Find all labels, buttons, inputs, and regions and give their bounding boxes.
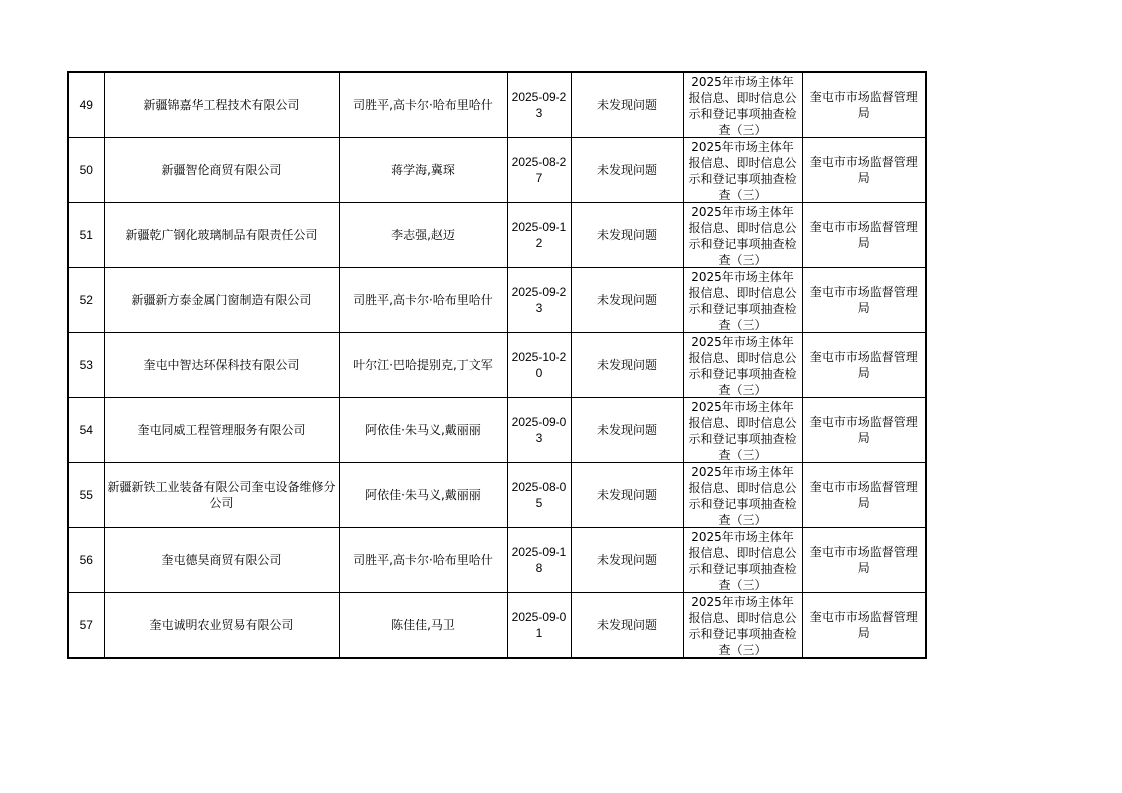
table-row — [68, 138, 926, 203]
inspecting-department: 奎屯市市场监督管理局 — [802, 398, 926, 463]
inspecting-department: 奎屯市市场监督管理局 — [802, 463, 926, 528]
inspection-result: 未发现问题 — [571, 268, 683, 333]
inspection-date: 2025-09-23 — [507, 268, 571, 333]
table-row — [68, 203, 926, 268]
inspection-task-text: 2025年市场主体年报信息、即时信息公示和登记事项抽查检查（三） — [688, 140, 797, 201]
inspecting-department: 奎屯市市场监督管理局 — [802, 333, 926, 398]
inspection-task-text: 2025年市场主体年报信息、即时信息公示和登记事项抽查检查（三） — [688, 335, 797, 396]
company-name: 新疆新铁工业装备有限公司奎屯设备维修分公司 — [104, 463, 339, 528]
table-row — [68, 333, 926, 398]
inspectors: 司胜平,高卡尔·哈布里哈什 — [339, 528, 507, 593]
row-number: 54 — [68, 398, 104, 463]
inspection-date: 2025-08-05 — [507, 463, 571, 528]
inspection-date: 2025-10-20 — [507, 333, 571, 398]
inspection-result: 未发现问题 — [571, 138, 683, 203]
inspectors: 阿依佳·朱马义,戴丽丽 — [339, 463, 507, 528]
row-number: 55 — [68, 463, 104, 528]
table-row — [68, 593, 926, 659]
inspection-task-text: 2025年市场主体年报信息、即时信息公示和登记事项抽查检查（三） — [688, 75, 797, 136]
table-row — [68, 528, 926, 593]
inspection-result: 未发现问题 — [571, 528, 683, 593]
inspecting-department: 奎屯市市场监督管理局 — [802, 528, 926, 593]
inspectors: 陈佳佳,马卫 — [339, 593, 507, 659]
inspection-result: 未发现问题 — [571, 333, 683, 398]
inspection-task — [683, 593, 802, 659]
inspection-task — [683, 138, 802, 203]
inspection-task — [683, 398, 802, 463]
company-name: 奎屯同威工程管理服务有限公司 — [104, 398, 339, 463]
company-name: 奎屯中智达环保科技有限公司 — [104, 333, 339, 398]
company-name: 新疆乾广钢化玻璃制品有限责任公司 — [104, 203, 339, 268]
company-name: 奎屯诚明农业贸易有限公司 — [104, 593, 339, 659]
inspection-results-table — [67, 71, 927, 659]
inspection-task — [683, 333, 802, 398]
row-number: 49 — [68, 72, 104, 138]
row-number: 57 — [68, 593, 104, 659]
company-name: 新疆新方泰金属门窗制造有限公司 — [104, 268, 339, 333]
inspection-task-text: 2025年市场主体年报信息、即时信息公示和登记事项抽查检查（三） — [688, 530, 797, 591]
inspectors: 叶尔江·巴哈提别克,丁文军 — [339, 333, 507, 398]
inspection-result: 未发现问题 — [571, 593, 683, 659]
inspectors: 司胜平,高卡尔·哈布里哈什 — [339, 268, 507, 333]
inspection-task-text: 2025年市场主体年报信息、即时信息公示和登记事项抽查检查（三） — [688, 205, 797, 266]
table-row — [68, 72, 926, 138]
inspection-date: 2025-09-18 — [507, 528, 571, 593]
table-row — [68, 268, 926, 333]
row-number: 52 — [68, 268, 104, 333]
inspection-task — [683, 72, 802, 138]
inspection-result: 未发现问题 — [571, 463, 683, 528]
row-number: 50 — [68, 138, 104, 203]
row-number: 51 — [68, 203, 104, 268]
inspection-date: 2025-09-23 — [507, 72, 571, 138]
inspection-date: 2025-09-03 — [507, 398, 571, 463]
table-row — [68, 398, 926, 463]
inspection-result: 未发现问题 — [571, 398, 683, 463]
inspecting-department: 奎屯市市场监督管理局 — [802, 593, 926, 659]
inspection-result: 未发现问题 — [571, 72, 683, 138]
inspection-task-text: 2025年市场主体年报信息、即时信息公示和登记事项抽查检查（三） — [688, 400, 797, 461]
inspecting-department: 奎屯市市场监督管理局 — [802, 72, 926, 138]
company-name: 新疆锦嘉华工程技术有限公司 — [104, 72, 339, 138]
inspection-task — [683, 463, 802, 528]
inspectors: 阿依佳·朱马义,戴丽丽 — [339, 398, 507, 463]
inspecting-department: 奎屯市市场监督管理局 — [802, 268, 926, 333]
inspection-task-text: 2025年市场主体年报信息、即时信息公示和登记事项抽查检查（三） — [688, 595, 797, 656]
inspectors: 司胜平,高卡尔·哈布里哈什 — [339, 72, 507, 138]
inspection-task — [683, 268, 802, 333]
inspection-task-text: 2025年市场主体年报信息、即时信息公示和登记事项抽查检查（三） — [688, 465, 797, 526]
inspection-task — [683, 203, 802, 268]
inspecting-department: 奎屯市市场监督管理局 — [802, 138, 926, 203]
inspection-date: 2025-09-01 — [507, 593, 571, 659]
inspecting-department: 奎屯市市场监督管理局 — [802, 203, 926, 268]
table-row — [68, 463, 926, 528]
company-name: 奎屯德昊商贸有限公司 — [104, 528, 339, 593]
company-name: 新疆智伦商贸有限公司 — [104, 138, 339, 203]
row-number: 53 — [68, 333, 104, 398]
inspectors: 李志强,赵迈 — [339, 203, 507, 268]
inspection-task — [683, 528, 802, 593]
inspectors: 蒋学海,冀琛 — [339, 138, 507, 203]
inspection-task-text: 2025年市场主体年报信息、即时信息公示和登记事项抽查检查（三） — [688, 270, 797, 331]
row-number: 56 — [68, 528, 104, 593]
inspection-date: 2025-09-12 — [507, 203, 571, 268]
inspection-result: 未发现问题 — [571, 203, 683, 268]
inspection-date: 2025-08-27 — [507, 138, 571, 203]
